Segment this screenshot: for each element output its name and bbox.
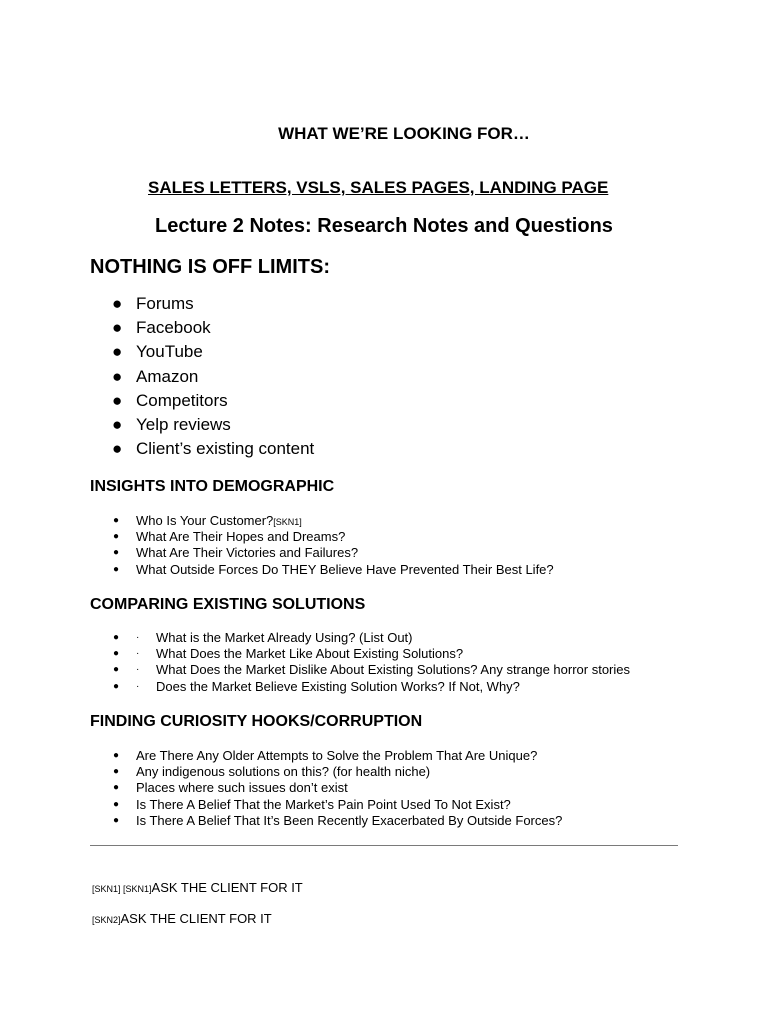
list-item: ● Who Is Your Customer?[SKN1] <box>113 513 302 528</box>
sources-list <box>90 292 314 461</box>
heading-formats: SALES LETTERS, VSLS, SALES PAGES, LANDING PAGE <box>148 178 609 197</box>
list-item: ● What Are Their Victories and Failures? <box>113 545 359 561</box>
list-item: ● Places where such issues don’t exist <box>113 780 348 796</box>
list-item: ● · What Does the Market Like About Existing Solutions? <box>113 646 464 662</box>
list-item: ● Is There A Belief That It’s Been Recently Exacerbated By Outside Forces? <box>113 812 563 828</box>
list-item: ● Any indigenous solutions on this? (for health niche) <box>113 764 431 780</box>
list-item: ● Amazon <box>90 365 314 389</box>
heading-looking-for: WHAT WE’RE LOOKING FOR… <box>278 124 530 143</box>
section-title-solutions: COMPARING EXISTING SOLUTIONS <box>90 596 366 613</box>
bullet-icon: ● <box>113 680 120 692</box>
solutions-list <box>90 630 630 695</box>
bullet-icon: ● <box>112 366 123 386</box>
bullet-icon: ● <box>113 547 120 559</box>
bullet-icon: ● <box>113 664 120 676</box>
heading-off-limits: NOTHING IS OFF LIMITS: <box>90 256 330 278</box>
list-item: ● · Does the Market Believe Existing Solution Works? If Not, Why? <box>113 678 520 694</box>
list-item: ● Yelp reviews <box>90 413 314 437</box>
bullet-icon: ● <box>113 814 120 826</box>
bullet-icon: ● <box>112 390 123 410</box>
list-item: ● YouTube <box>90 340 314 364</box>
bullet-icon: ● <box>113 531 120 543</box>
demographic-list <box>90 513 554 578</box>
bullet-icon: ● <box>113 515 120 526</box>
dot-icon: · <box>136 632 140 643</box>
list-item: ● · What Does the Market Dislike About Existing Solutions? Any strange horror stories <box>113 662 630 678</box>
section-title-demographic: INSIGHTS INTO DEMOGRAPHIC <box>90 478 335 495</box>
bullet-icon: ● <box>113 782 120 794</box>
list-item: ● · What is the Market Already Using? (List Out) <box>113 630 413 645</box>
bullet-icon: ● <box>112 294 123 313</box>
comment-tag[interactable]: [SKN1] [SKN1] <box>92 884 152 894</box>
bullet-icon: ● <box>113 563 120 575</box>
hooks-list <box>90 748 562 829</box>
bullet-icon: ● <box>112 318 123 338</box>
heading-lecture: Lecture 2 Notes: Research Notes and Questions <box>155 215 613 237</box>
comment-tag[interactable]: [SKN2] <box>92 915 121 925</box>
list-item: ● Competitors <box>90 389 314 413</box>
bullet-icon: ● <box>112 439 123 459</box>
comments-divider <box>90 845 678 846</box>
bullet-icon: ● <box>112 414 123 434</box>
bullet-icon: ● <box>113 750 120 761</box>
list-item: ● Client’s existing content <box>90 437 314 461</box>
bullet-icon: ● <box>113 766 120 778</box>
comment-tag[interactable]: [SKN1] <box>273 517 302 527</box>
dot-icon: · <box>136 680 140 692</box>
list-item: ● What Are Their Hopes and Dreams? <box>113 529 346 545</box>
comment-1[interactable]: [SKN1] [SKN1]ASK THE CLIENT FOR IT <box>92 880 303 895</box>
section-title-hooks: FINDING CURIOSITY HOOKS/CORRUPTION <box>90 713 423 730</box>
list-item: ● Is There A Belief That the Market’s Pain Point Used To Not Exist? <box>113 796 511 812</box>
bullet-icon: ● <box>113 632 120 643</box>
list-item: ● Forums <box>90 292 314 316</box>
list-item: ● Facebook <box>90 316 314 340</box>
dot-icon: · <box>136 664 140 676</box>
list-item: ● What Outside Forces Do THEY Believe Have Prevented Their Best Life? <box>113 561 554 577</box>
bullet-icon: ● <box>113 648 120 660</box>
dot-icon: · <box>136 648 140 660</box>
bullet-icon: ● <box>112 342 123 362</box>
bullet-icon: ● <box>113 798 120 810</box>
list-item: ● Are There Any Older Attempts to Solve the Problem That Are Unique? <box>113 748 538 763</box>
comment-2[interactable]: [SKN2]ASK THE CLIENT FOR IT <box>92 911 272 926</box>
